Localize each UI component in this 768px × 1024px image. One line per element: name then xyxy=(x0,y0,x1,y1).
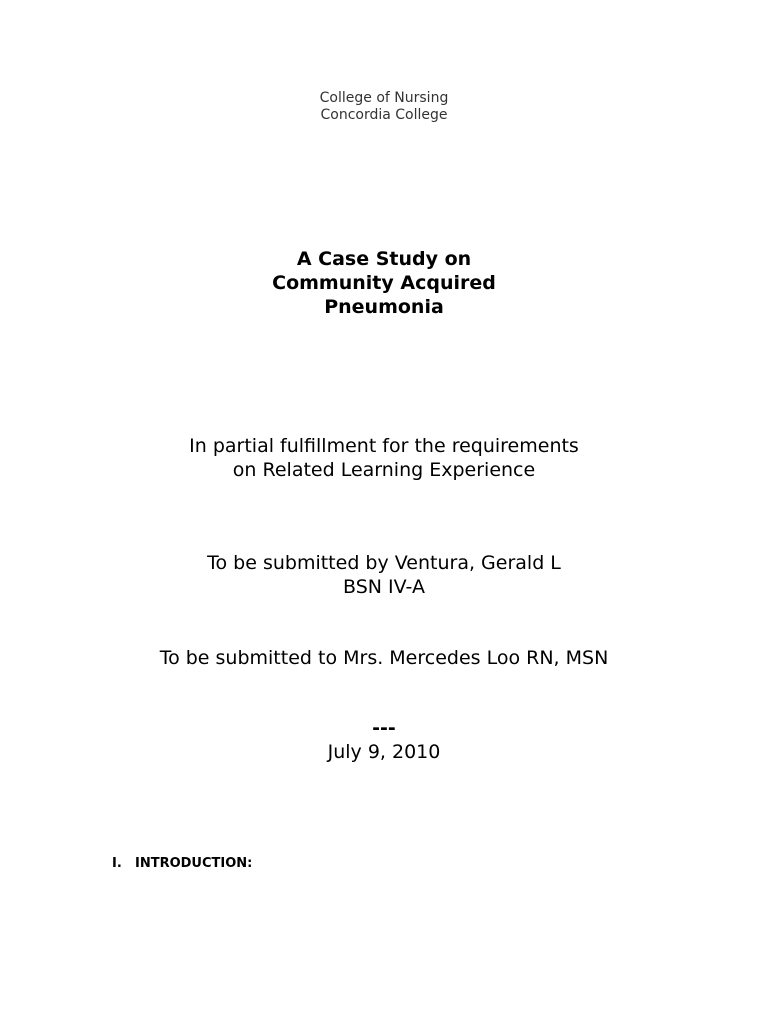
date-block xyxy=(0,716,768,764)
title-line-1: A Case Study on xyxy=(296,248,472,270)
title-line-2: Community Acquired xyxy=(272,272,496,294)
fulfillment-statement xyxy=(0,434,768,482)
submitted-by-block xyxy=(0,551,768,599)
submitted-to-block xyxy=(0,646,768,670)
section-title: INTRODUCTION: xyxy=(135,856,253,871)
section-heading xyxy=(112,856,252,872)
submitted-by-name: To be submitted by Ventura, Gerald L xyxy=(207,552,561,574)
separator-dashes: --- xyxy=(372,717,396,739)
title-line-3: Pneumonia xyxy=(324,296,444,318)
fulfillment-line-1: In partial fulfillment for the requirements xyxy=(189,435,579,457)
college-name: College of Nursing xyxy=(319,90,449,106)
document-title xyxy=(0,247,768,319)
submitted-by-section: BSN IV-A xyxy=(343,576,425,598)
fulfillment-line-2: on Related Learning Experience xyxy=(232,459,536,481)
submitted-to-line: To be submitted to Mrs. Mercedes Loo RN, MSN xyxy=(159,647,609,669)
section-number: I. xyxy=(112,856,122,871)
institution-block xyxy=(0,90,768,124)
school-name: Concordia College xyxy=(320,107,448,123)
submission-date: July 9, 2010 xyxy=(327,741,441,763)
